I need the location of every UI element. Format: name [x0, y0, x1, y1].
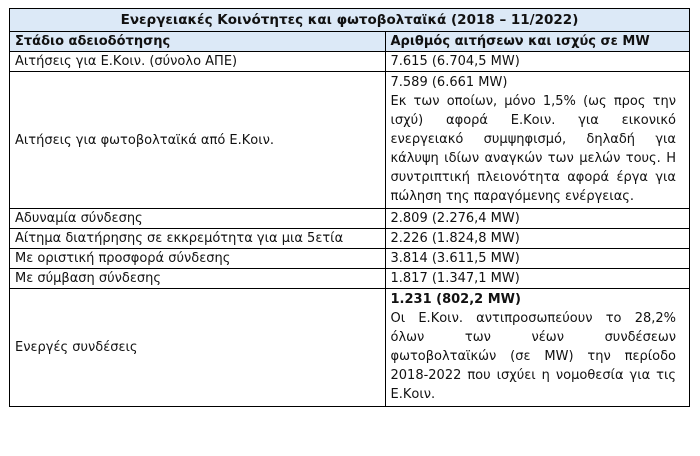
table-row — [10, 72, 690, 209]
table-row — [10, 209, 690, 229]
row-stage: Αδυναμία σύνδεσης — [10, 209, 386, 229]
row-stage: Με οριστική προσφορά σύνδεσης — [10, 249, 386, 269]
row-value: 7.615 (6.704,5 MW) — [385, 52, 690, 72]
table-row — [10, 269, 690, 289]
row-value: 2.809 (2.276,4 MW) — [385, 209, 690, 229]
row-value: 1.817 (1.347,1 MW) — [385, 269, 690, 289]
row-stage: Αιτήσεις για Ε.Κοιν. (σύνολο ΑΠΕ) — [10, 52, 386, 72]
table-header-row — [10, 32, 690, 52]
row-stage: Αίτημα διατήρησης σε εκκρεμότητα για μια 5ετία — [10, 229, 386, 249]
row-value: 7.589 (6.661 MW) — [390, 75, 508, 90]
row-value-cell — [385, 289, 690, 407]
row-note: Εκ των οποίων, μόνο 1,5% (ως προς την ισχύ) αφορά Ε.Κοιν. για εικονικό ενεργειακό συμψηφισμό, δηλαδή για κάλυψη ιδίων αναγκών των μελών τους. Η συντριπτική πλειονότητα αφορά έργα για πώληση της παραγόμενης ενέργειας. — [390, 94, 676, 204]
table-row — [10, 289, 690, 407]
table-row — [10, 229, 690, 249]
table-title: Ενεργειακές Κοινότητες και φωτοβολταϊκά (2018 – 11/2022) — [10, 9, 690, 32]
row-value: 2.226 (1.824,8 MW) — [385, 229, 690, 249]
row-note: Οι Ε.Κοιν. αντιπροσωπεύουν το 28,2% όλων των νέων συνδέσεων φωτοβολταϊκών (σε MW) την περίοδο 2018-2022 που ισχύει η νομοθεσία για τις Ε.Κοιν. — [390, 311, 676, 402]
column-header-stage: Στάδιο αδειοδότησης — [10, 32, 386, 52]
row-stage: Με σύμβαση σύνδεσης — [10, 269, 386, 289]
energy-communities-table — [9, 8, 690, 407]
energy-communities-table-wrapper — [9, 8, 690, 407]
row-value: 1.231 (802,2 MW) — [390, 292, 521, 307]
column-header-value: Αριθμός αιτήσεων και ισχύς σε MW — [385, 32, 690, 52]
row-stage: Αιτήσεις για φωτοβολταϊκά από Ε.Κοιν. — [10, 72, 386, 209]
table-row — [10, 52, 690, 72]
row-value-cell — [385, 72, 690, 209]
table-row — [10, 249, 690, 269]
row-value: 3.814 (3.611,5 MW) — [385, 249, 690, 269]
row-stage: Ενεργές συνδέσεις — [10, 289, 386, 407]
